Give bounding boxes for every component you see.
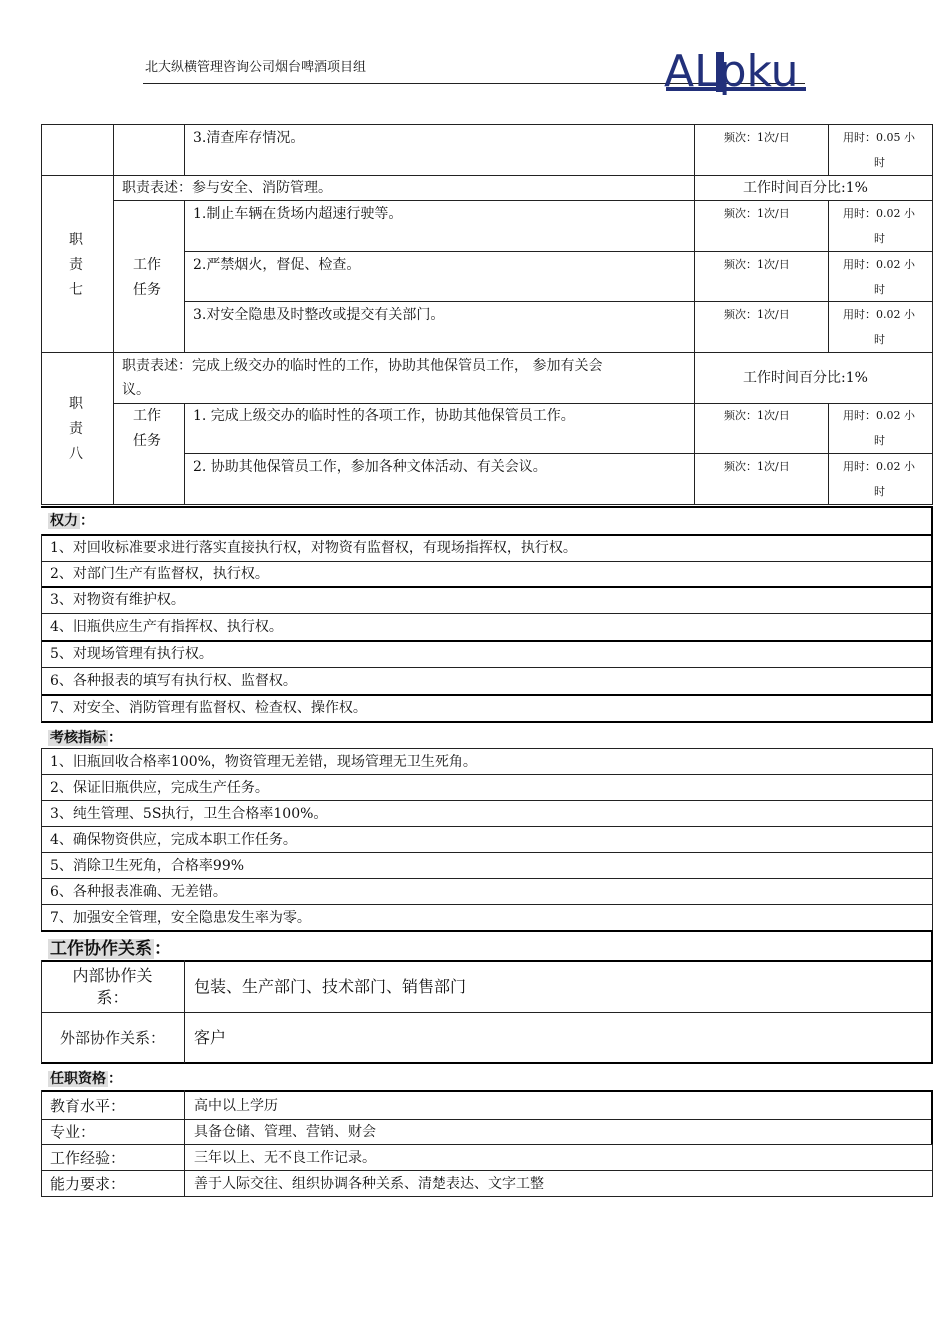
duty7-task-3: 3.对安全隐患及时整改或提交有关部门。: [193, 307, 445, 323]
duty8-task-2-freq: 频次：1次/日: [724, 460, 790, 473]
svg-text:ALpku: ALpku: [664, 46, 799, 97]
authority-item: 3、对物资有维护权。: [50, 592, 185, 608]
duty7-task-3-time: 用时：0.02 小: [843, 308, 915, 321]
duty8-work-label-2: 任务: [133, 433, 161, 449]
qualification-label: 专业：: [50, 1123, 96, 1141]
kpi-item: 7、加强安全管理，安全隐患发生率为零。: [50, 910, 311, 926]
qualification-label: 工作经验：: [50, 1149, 126, 1167]
qualification-value: 高中以上学历: [194, 1098, 278, 1114]
authority-item: 7、对安全、消防管理有监督权、检查权、操作权。: [50, 700, 367, 716]
duty8-label-1: 职: [69, 396, 83, 412]
qualification-value: 善于人际交往、组织协调各种关系、清楚表达、文字工整: [194, 1176, 544, 1192]
duty8-task-2-time-unit: 时: [874, 485, 885, 498]
duty7-task-2-freq: 频次：1次/日: [724, 258, 790, 271]
authority-item: 2、对部门生产有监督权，执行权。: [50, 566, 269, 582]
authority-item: 4、旧瓶供应生产有指挥权、执行权。: [50, 619, 283, 635]
top-task-freq: 频次：1次/日: [724, 131, 790, 144]
duty8-task-2-time: 用时：0.02 小: [843, 460, 915, 473]
kpi-item: 3、纯生管理、5S执行，卫生合格率100%。: [50, 806, 328, 822]
qualification-title: 任职资格 ：: [50, 1071, 122, 1087]
internal-value: 包装、生产部门、技术部门、销售部门: [194, 977, 467, 996]
duty7-label-3: 七: [69, 282, 83, 298]
duty8-description-cont: 议。: [122, 382, 150, 398]
kpi-item: 2、保证旧瓶供应，完成生产任务。: [50, 780, 269, 796]
duty7-work-label-2: 任务: [133, 282, 161, 298]
duty7-task-3-freq: 频次：1次/日: [724, 308, 790, 321]
authority-title: 权力 ：: [50, 513, 94, 529]
duty7-task-2: 2.严禁烟火，督促、检查。: [193, 257, 361, 273]
duty8-task-2: 2. 协助其他保管员工作，参加各种文体活动、有关会议。: [193, 459, 547, 475]
duty7-task-1-freq: 频次：1次/日: [724, 207, 790, 220]
kpi-item: 6、各种报表准确、无差错。: [50, 884, 227, 900]
top-task-time: 用时：0.05 小: [843, 131, 915, 144]
top-task-text: 3.清查库存情况。: [193, 130, 305, 146]
qualification-label: 能力要求：: [50, 1175, 126, 1193]
cooperation-title: 工作协作关系 ：: [50, 939, 171, 959]
kpi-item: 4、确保物资供应，完成本职工作任务。: [50, 832, 297, 848]
duty7-task-2-time-unit: 时: [874, 283, 885, 296]
external-value: 客户: [194, 1028, 227, 1047]
duty8-label-2: 责: [69, 421, 83, 437]
internal-label: 内部协作关 系：: [72, 966, 153, 1007]
kpi-item: 5、消除卫生死角，合格率99%: [50, 858, 245, 874]
duty7-description: 职责表述：参与安全、消防管理。: [122, 180, 332, 196]
alpku-logo: [664, 44, 809, 100]
qualification-value: 三年以上、无不良工作记录。: [194, 1150, 376, 1166]
duty7-task-1: 1.制止车辆在货场内超速行驶等。: [193, 206, 403, 222]
duty8-description: 职责表述：完成上级交办的临时性的工作，协助其他保管员工作， 参加有关会: [122, 358, 603, 374]
kpi-item: 1、旧瓶回收合格率100%，物资管理无差错，现场管理无卫生死角。: [50, 754, 477, 770]
duty7-work-label-1: 工作: [133, 257, 161, 273]
header-company: 北大纵横管理咨询公司烟台啤酒项目组: [145, 60, 367, 75]
duty8-work-label-1: 工作: [133, 408, 161, 424]
duty8-time-percent: 工作时间百分比:1%: [743, 370, 868, 386]
qualification-value: 具备仓储、管理、营销、财会: [194, 1124, 376, 1140]
duty7-task-1-time: 用时：0.02 小: [843, 207, 915, 220]
top-task-time-unit: 时: [874, 156, 885, 169]
duty8-label-3: 八: [69, 446, 83, 462]
duty7-task-2-time: 用时：0.02 小: [843, 258, 915, 271]
authority-item: 5、对现场管理有执行权。: [50, 646, 213, 662]
duty8-task-1-freq: 频次：1次/日: [724, 409, 790, 422]
duty8-task-1: 1. 完成上级交办的临时性的各项工作，协助其他保管员工作。: [193, 408, 575, 424]
kpi-title: 考核指标 ：: [50, 730, 122, 746]
duty8-task-1-time-unit: 时: [874, 434, 885, 447]
duty7-time-percent: 工作时间百分比:1%: [743, 180, 868, 196]
duty8-task-1-time: 用时：0.02 小: [843, 409, 915, 422]
duty7-label-2: 责: [69, 257, 83, 273]
duty7-task-3-time-unit: 时: [874, 333, 885, 346]
qualification-label: 教育水平：: [50, 1097, 126, 1115]
external-label: 外部协作关系：: [59, 1029, 165, 1047]
authority-item: 1、对回收标准要求进行落实直接执行权，对物资有监督权，有现场指挥权，执行权。: [50, 540, 577, 556]
duty7-task-1-time-unit: 时: [874, 232, 885, 245]
duty7-label-1: 职: [69, 232, 83, 248]
authority-item: 6、各种报表的填写有执行权、监督权。: [50, 673, 297, 689]
